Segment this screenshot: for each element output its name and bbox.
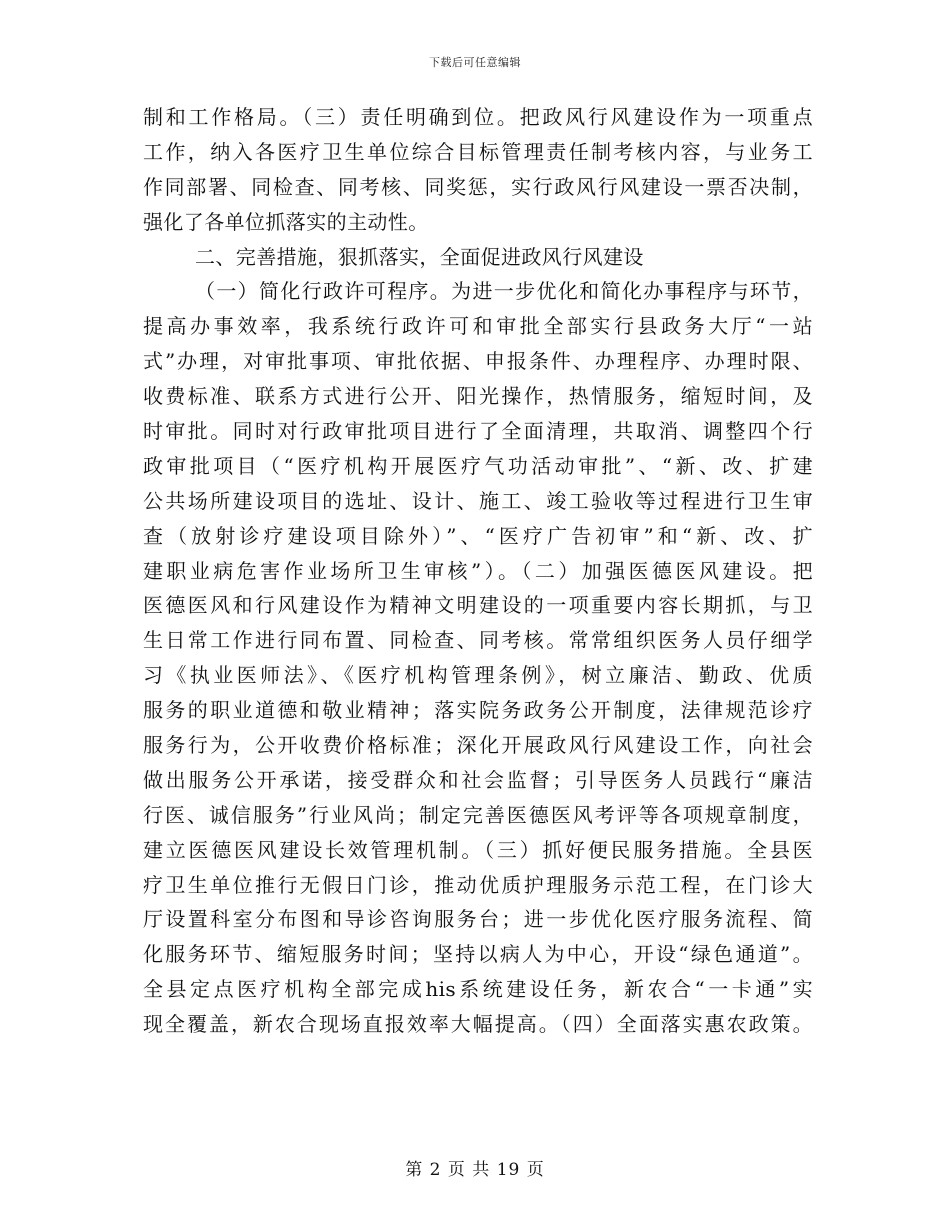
text-line: 建职业病危害作业场所卫生审核”）。（二）加强医德医风建设。把 <box>143 558 813 583</box>
text-line: 行医、诚信服务”行业风尚；制定完善医德医风考评等各项规章制度， <box>143 802 813 827</box>
text-line: 强化了各单位抓落实的主动性。 <box>143 209 429 234</box>
text-line: 式”办理，对审批事项、审批依据、申报条件、办理程序、办理时限、 <box>143 349 813 374</box>
text-line: 医德医风和行风建设作为精神文明建设的一项重要内容长期抓，与卫 <box>143 593 813 618</box>
text-line: 提高办事效率，我系统行政许可和审批全部实行县政务大厅“一站 <box>143 314 813 339</box>
text-line: 厅设置科室分布图和导诊咨询服务台；进一步优化医疗服务流程、简 <box>143 907 813 932</box>
text-line: 生日常工作进行同布置、同检查、同考核。常常组织医务人员仔细学 <box>143 628 813 653</box>
text-line: 做出服务公开承诺，接受群众和社会监督；引导医务人员践行“廉洁 <box>143 767 813 792</box>
text-line: 服务的职业道德和敬业精神；落实院务政务公开制度，法律规范诊疗 <box>143 698 813 723</box>
text-line: （一）简化行政许可程序。为进一步优化和简化办事程序与环节， <box>195 279 813 304</box>
body-text <box>143 100 813 1042</box>
page-number: 第 2 页 共 19 页 <box>405 1160 545 1180</box>
text-line: 政审批项目（“医疗机构开展医疗气功活动审批”、“新、改、扩建 <box>143 453 813 478</box>
text-line: 作同部署、同检查、同考核、同奖惩，实行政风行风建设一票否决制， <box>143 174 813 199</box>
text-line: 查（放射诊疗建设项目除外）”、“医疗广告初审”和“新、改、扩 <box>143 523 813 548</box>
text-line: 建立医德医风建设长效管理机制。（三）抓好便民服务措施。全县医 <box>143 837 813 862</box>
text-line: 收费标准、联系方式进行公开、阳光操作，热情服务，缩短时间，及 <box>143 384 813 409</box>
text-line: 时审批。同时对行政审批项目进行了全面清理，共取消、调整四个行 <box>143 419 813 444</box>
text-line: 制和工作格局。（三）责任明确到位。把政风行风建设作为一项重点 <box>143 105 813 129</box>
section-heading: 二、完善措施，狠抓落实，全面促进政风行风建设 <box>195 244 644 269</box>
text-line: 公共场所建设项目的选址、设计、施工、竣工验收等过程进行卫生审 <box>143 488 813 513</box>
text-line: 工作，纳入各医疗卫生单位综合目标管理责任制考核内容，与业务工 <box>143 139 813 164</box>
page-header: 下载后可任意编辑 <box>429 56 521 69</box>
text-line: 全县定点医疗机构全部完成his系统建设任务，新农合“一卡通”实 <box>143 977 813 1002</box>
text-line: 疗卫生单位推行无假日门诊，推动优质护理服务示范工程，在门诊大 <box>143 872 813 897</box>
text-line: 习《执业医师法》、《医疗机构管理条例》，树立廉洁、勤政、优质 <box>143 663 813 688</box>
text-line: 现全覆盖，新农合现场直报效率大幅提高。（四）全面落实惠农政策。 <box>143 1012 813 1037</box>
text-line: 化服务环节、缩短服务时间；坚持以病人为中心，开设“绿色通道”。 <box>143 942 813 967</box>
text-line: 服务行为，公开收费价格标准；深化开展政风行风建设工作，向社会 <box>143 733 813 758</box>
